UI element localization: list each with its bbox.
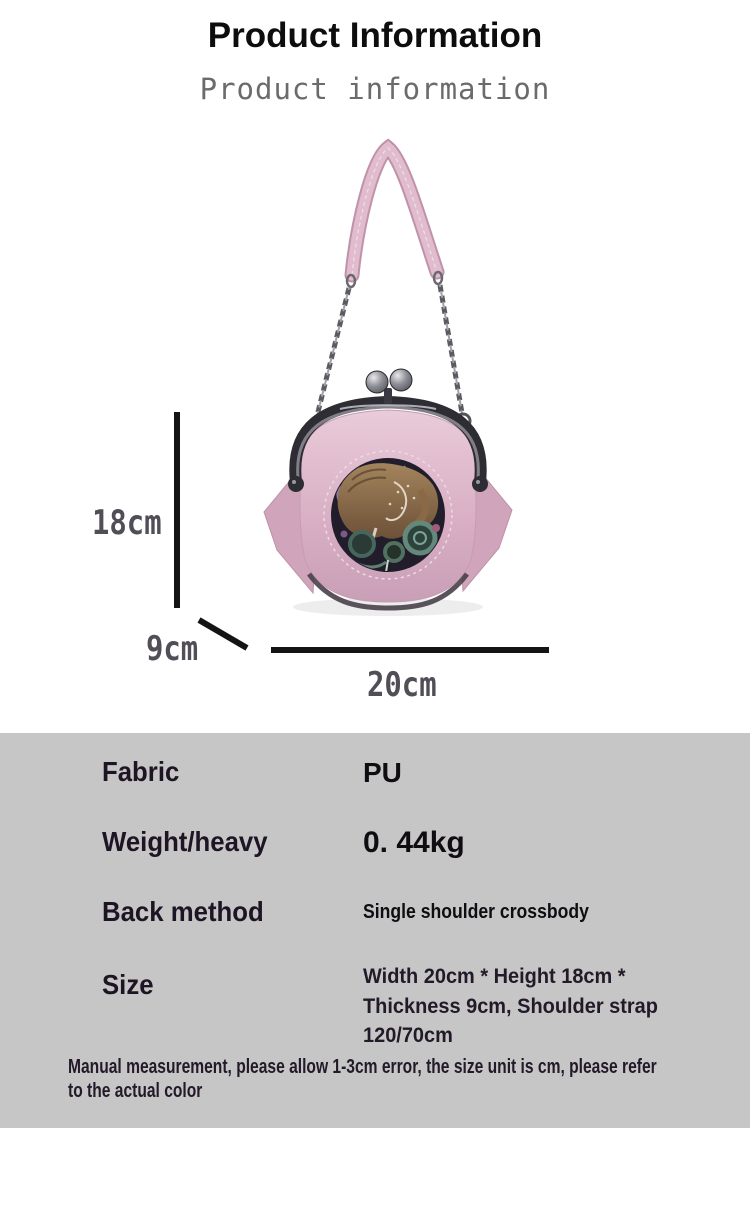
- spec-label-back-method: Back method: [102, 896, 264, 927]
- spec-value-size: [363, 962, 658, 1051]
- size-line-3: 120/70cm: [363, 1024, 453, 1047]
- depth-dimension-line: [199, 620, 247, 648]
- spec-value-weight: 0. 44kg: [363, 826, 465, 859]
- bag-strap: [347, 148, 442, 287]
- spec-label-size: Size: [102, 969, 154, 1000]
- product-figure: [0, 130, 750, 730]
- height-dimension-label: 18cm: [92, 503, 162, 543]
- page-subtitle: Product information: [199, 72, 551, 106]
- note-line-2: to the actual color: [68, 1080, 203, 1102]
- measurement-note: [68, 1055, 657, 1103]
- size-line-1: Width 20cm * Height 18cm *: [363, 965, 626, 988]
- specs-panel: [0, 733, 750, 1128]
- bag-illustration: [0, 130, 750, 730]
- spec-label-weight: Weight/heavy: [102, 826, 268, 857]
- page-title: Product Information: [207, 16, 543, 55]
- size-line-2: Thickness 9cm, Shoulder strap: [363, 994, 658, 1018]
- spec-value-fabric: PU: [363, 757, 402, 788]
- width-dimension-label: 20cm: [367, 665, 437, 705]
- spec-value-back-method: Single shoulder crossbody: [363, 901, 589, 923]
- depth-dimension-label: 9cm: [146, 629, 199, 669]
- spec-label-fabric: Fabric: [102, 756, 180, 787]
- note-line-1: Manual measurement, please allow 1-3cm error, the size unit is cm, please refer: [68, 1056, 657, 1078]
